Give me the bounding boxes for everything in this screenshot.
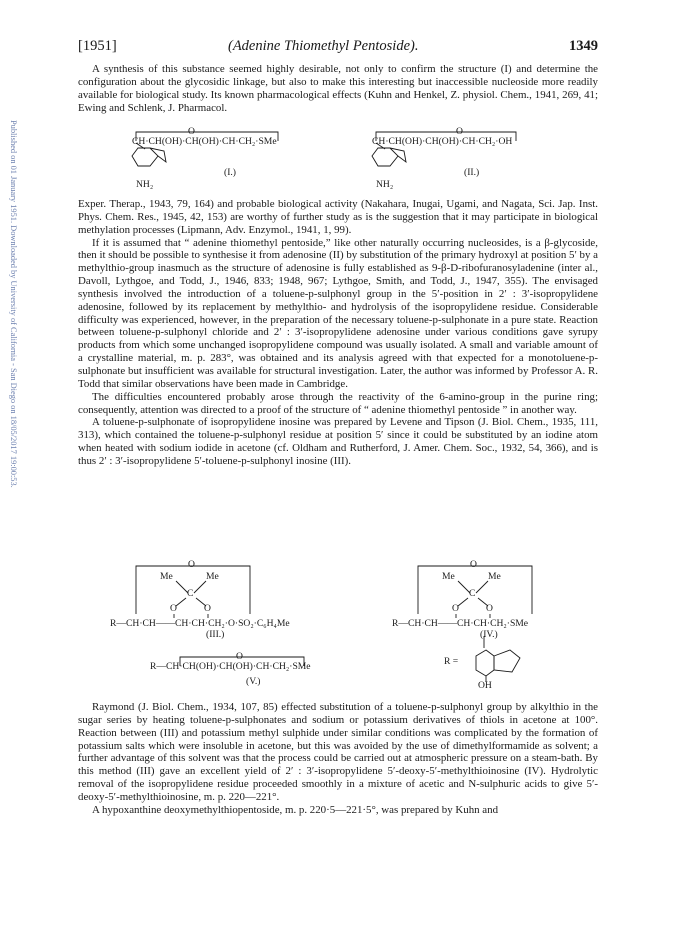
header-title: (Adenine Thiomethyl Pentoside).: [228, 38, 419, 54]
text-block-main: [78, 198, 598, 468]
structure-iv-methyl-right: Me: [488, 571, 501, 582]
paragraph-difficulties: The difficulties encountered probably arose through the reactivity of the 6-amino-group in the purine ring; consequently, attention was directed to a proof of the structure of “ adenine thiomethyl pentoside ” in another way.: [78, 390, 598, 416]
substituent-r-definition: [444, 636, 564, 694]
structure-v-ring-oxygen: O: [236, 651, 243, 662]
structure-v: [150, 652, 360, 696]
structure-i-label: (I.): [224, 167, 236, 178]
structure-iv-methyl-left: Me: [442, 571, 455, 582]
structure-v-chain: R—CH·CH(OH)·CH(OH)·CH·CH₂·SMe: [150, 661, 311, 672]
paragraph-inosine-sulphonate: A toluene-p-sulphonate of isopropylidene inosine was prepared by Levene and Tipson (J. Biol. Chem., 1935, 111, 313), which contained the toluene-p-sulphonyl residue at position 5′ since it could be substituted by an iodine atom when heated with sodium iodide in acetone (cf. Oldham and Rutherford, J. Amer. Chem. Soc., 1932, 54, 366), and is thus 2′ : 3′-isopropylidene 5′-toluene-p-sulphonyl inosine (III).: [78, 416, 598, 467]
structure-iii: [110, 559, 350, 640]
structure-iii-quaternary-carbon: C: [187, 588, 194, 599]
text-block-methylthio: [78, 701, 598, 817]
structure-ii-amino: NH₂: [376, 179, 394, 190]
paragraph-biological-activity: Exper. Therap., 1943, 79, 164) and probable biological activity (Nakahara, Inugai, Ugami, and Nagata, Sci. Jap. Inst. Phys. Chem. Res., 1945, 42, 153) are worthy of further study as is the suggestion that it may participate in biological methylation processes (Lipmann, Adv. Enzymol., 1941, 1, 99).: [78, 198, 598, 236]
structure-iii-chain: R—CH·CH——CH·CH·CH₂·O·SO₂·C₆H₄Me: [110, 618, 290, 629]
purine-ring-bonds: [444, 636, 564, 694]
structure-iii-oxygen-left: O: [170, 603, 177, 614]
structure-iii-methyl-right: Me: [206, 571, 219, 582]
structure-ii: [368, 127, 598, 195]
r-equals-label: R =: [444, 656, 459, 667]
text-block-intro: [78, 63, 598, 114]
paragraph-raymond-method: Raymond (J. Biol. Chem., 1934, 107, 85) effected substitution of a toluene-p-sulphonyl group by alkylthio in the sugar series by heating toluene-p-sulphonates and sodium or potassium derivatives of thiols in acetone at 100°. Reaction between (III) and potassium methyl sulphide under similar conditions was complicated by the formation of potassium salts which were insoluble in acetone, but this was avoided by the use of dimethylformamide as solvent; a further advantage of this solvent was that the process could be carried out at atmospheric pressure on a steam-bath. By this method (III) gave an excellent yield of 2′ : 3′-isopropylidene 5′-deoxy-5′-methylthioinosine (IV). Hydrolytic removal of the isopropylidene residue proceeded smoothly in a mixture of acetic and N-sulphuric acids to give 5′-deoxy-5′-methylthioinosine, m. p. 220—221°.: [78, 701, 598, 803]
structure-v-bonds: [150, 652, 360, 696]
header-year: [1951]: [78, 38, 117, 54]
download-watermark: [6, 120, 20, 660]
structure-iv-oxygen-left: O: [452, 603, 459, 614]
structure-iv-label: (IV.): [480, 629, 498, 640]
hydroxyl-label: OH: [478, 680, 492, 691]
paragraph-synthesis-plan: If it is assumed that “ adenine thiomethyl pentoside,” like other naturally occurring nucleosides, is a β-glycoside, then it should be possible to synthesise it from adenosine (II) by substitution of the primary hydroxyl at position 5′ by a methylthio-group inasmuch as the structure of adenosine is fully established as 9-β-D-ribofuranosyladenine (inter al., Davoll, Lythgoe, and Todd, J., 1946, 833; 1948, 967; Lythgoe, Smith, and Todd, J., 1947, 355). The envisaged synthesis involved the introduction of a toluene-p-sulphonyl group in the 5′-position in 2′ : 3′-isopropylidene adenosine, followed by its replacement by methylthio- and hydrolysis of the isopropylidene residue. Considerable difficulty was experienced, however, in the preparation of the necessary toluene-p-sulphonate in a pure state. Reaction between toluene-p-sulphonyl chloride and 2′ : 3′-isopropylidene adenosine under various conditions gave syrupy products from which some unchanged isopropylidene compound was usually isolated. A small and variable amount of a crystalline material, m. p. 283°, was obtained and its analysis agreed with that expected for a monotoluene-p-sulphonate but insufficient was available for structural investigation. Later, the author was informed by Professor A. R. Todd that similar observations have been made in Cambridge.: [78, 236, 598, 390]
structure-ii-label: (II.): [464, 167, 480, 178]
paragraph-hypoxanthine: A hypoxanthine deoxymethylthiopentoside, m. p. 220·5—221·5°, was prepared by Kuhn and: [92, 803, 499, 816]
structure-ii-chain: CH·CH(OH)·CH(OH)·CH·CH₂·OH: [372, 136, 513, 147]
structure-iv: [392, 559, 592, 640]
structure-iv-oxygen-right: O: [486, 603, 493, 614]
structure-iv-quaternary-carbon: C: [469, 588, 476, 599]
structure-iv-chain: R—CH·CH——CH·CH·CH₂·SMe: [392, 618, 529, 629]
page-header: [78, 38, 598, 58]
structure-iii-ring-oxygen: O: [188, 559, 195, 570]
structure-i-chain: CH·CH(OH)·CH(OH)·CH·CH₂·SMe: [132, 136, 277, 147]
structure-ii-ring-oxygen: O: [456, 126, 463, 137]
page-number: 1349: [569, 38, 598, 54]
structure-i-ring-oxygen: O: [188, 126, 195, 137]
structure-iv-ring-oxygen: O: [470, 559, 477, 570]
structure-i: [124, 127, 334, 195]
structure-i-amino: NH₂: [136, 179, 154, 190]
structure-v-label: (V.): [246, 676, 261, 687]
download-watermark-text: Published on 01 January 1951. Downloaded by University of California - San Diego on 18/05/2017 19:00:53.: [9, 120, 18, 488]
structure-iii-oxygen-right: O: [204, 603, 211, 614]
structure-iii-label: (III.): [206, 629, 225, 640]
structure-iii-methyl-left: Me: [160, 571, 173, 582]
paragraph-intro: A synthesis of this substance seemed highly desirable, not only to confirm the structure (I) and determine the configuration about the glycosidic linkage, but also to make this interesting but inaccessible nucleoside more readily available for biological study. Its known pharmacological effects (Kuhn and Henkel, Z. physiol. Chem., 1941, 269, 41; Ewing and Schlenk, J. Pharmacol.: [78, 63, 598, 114]
